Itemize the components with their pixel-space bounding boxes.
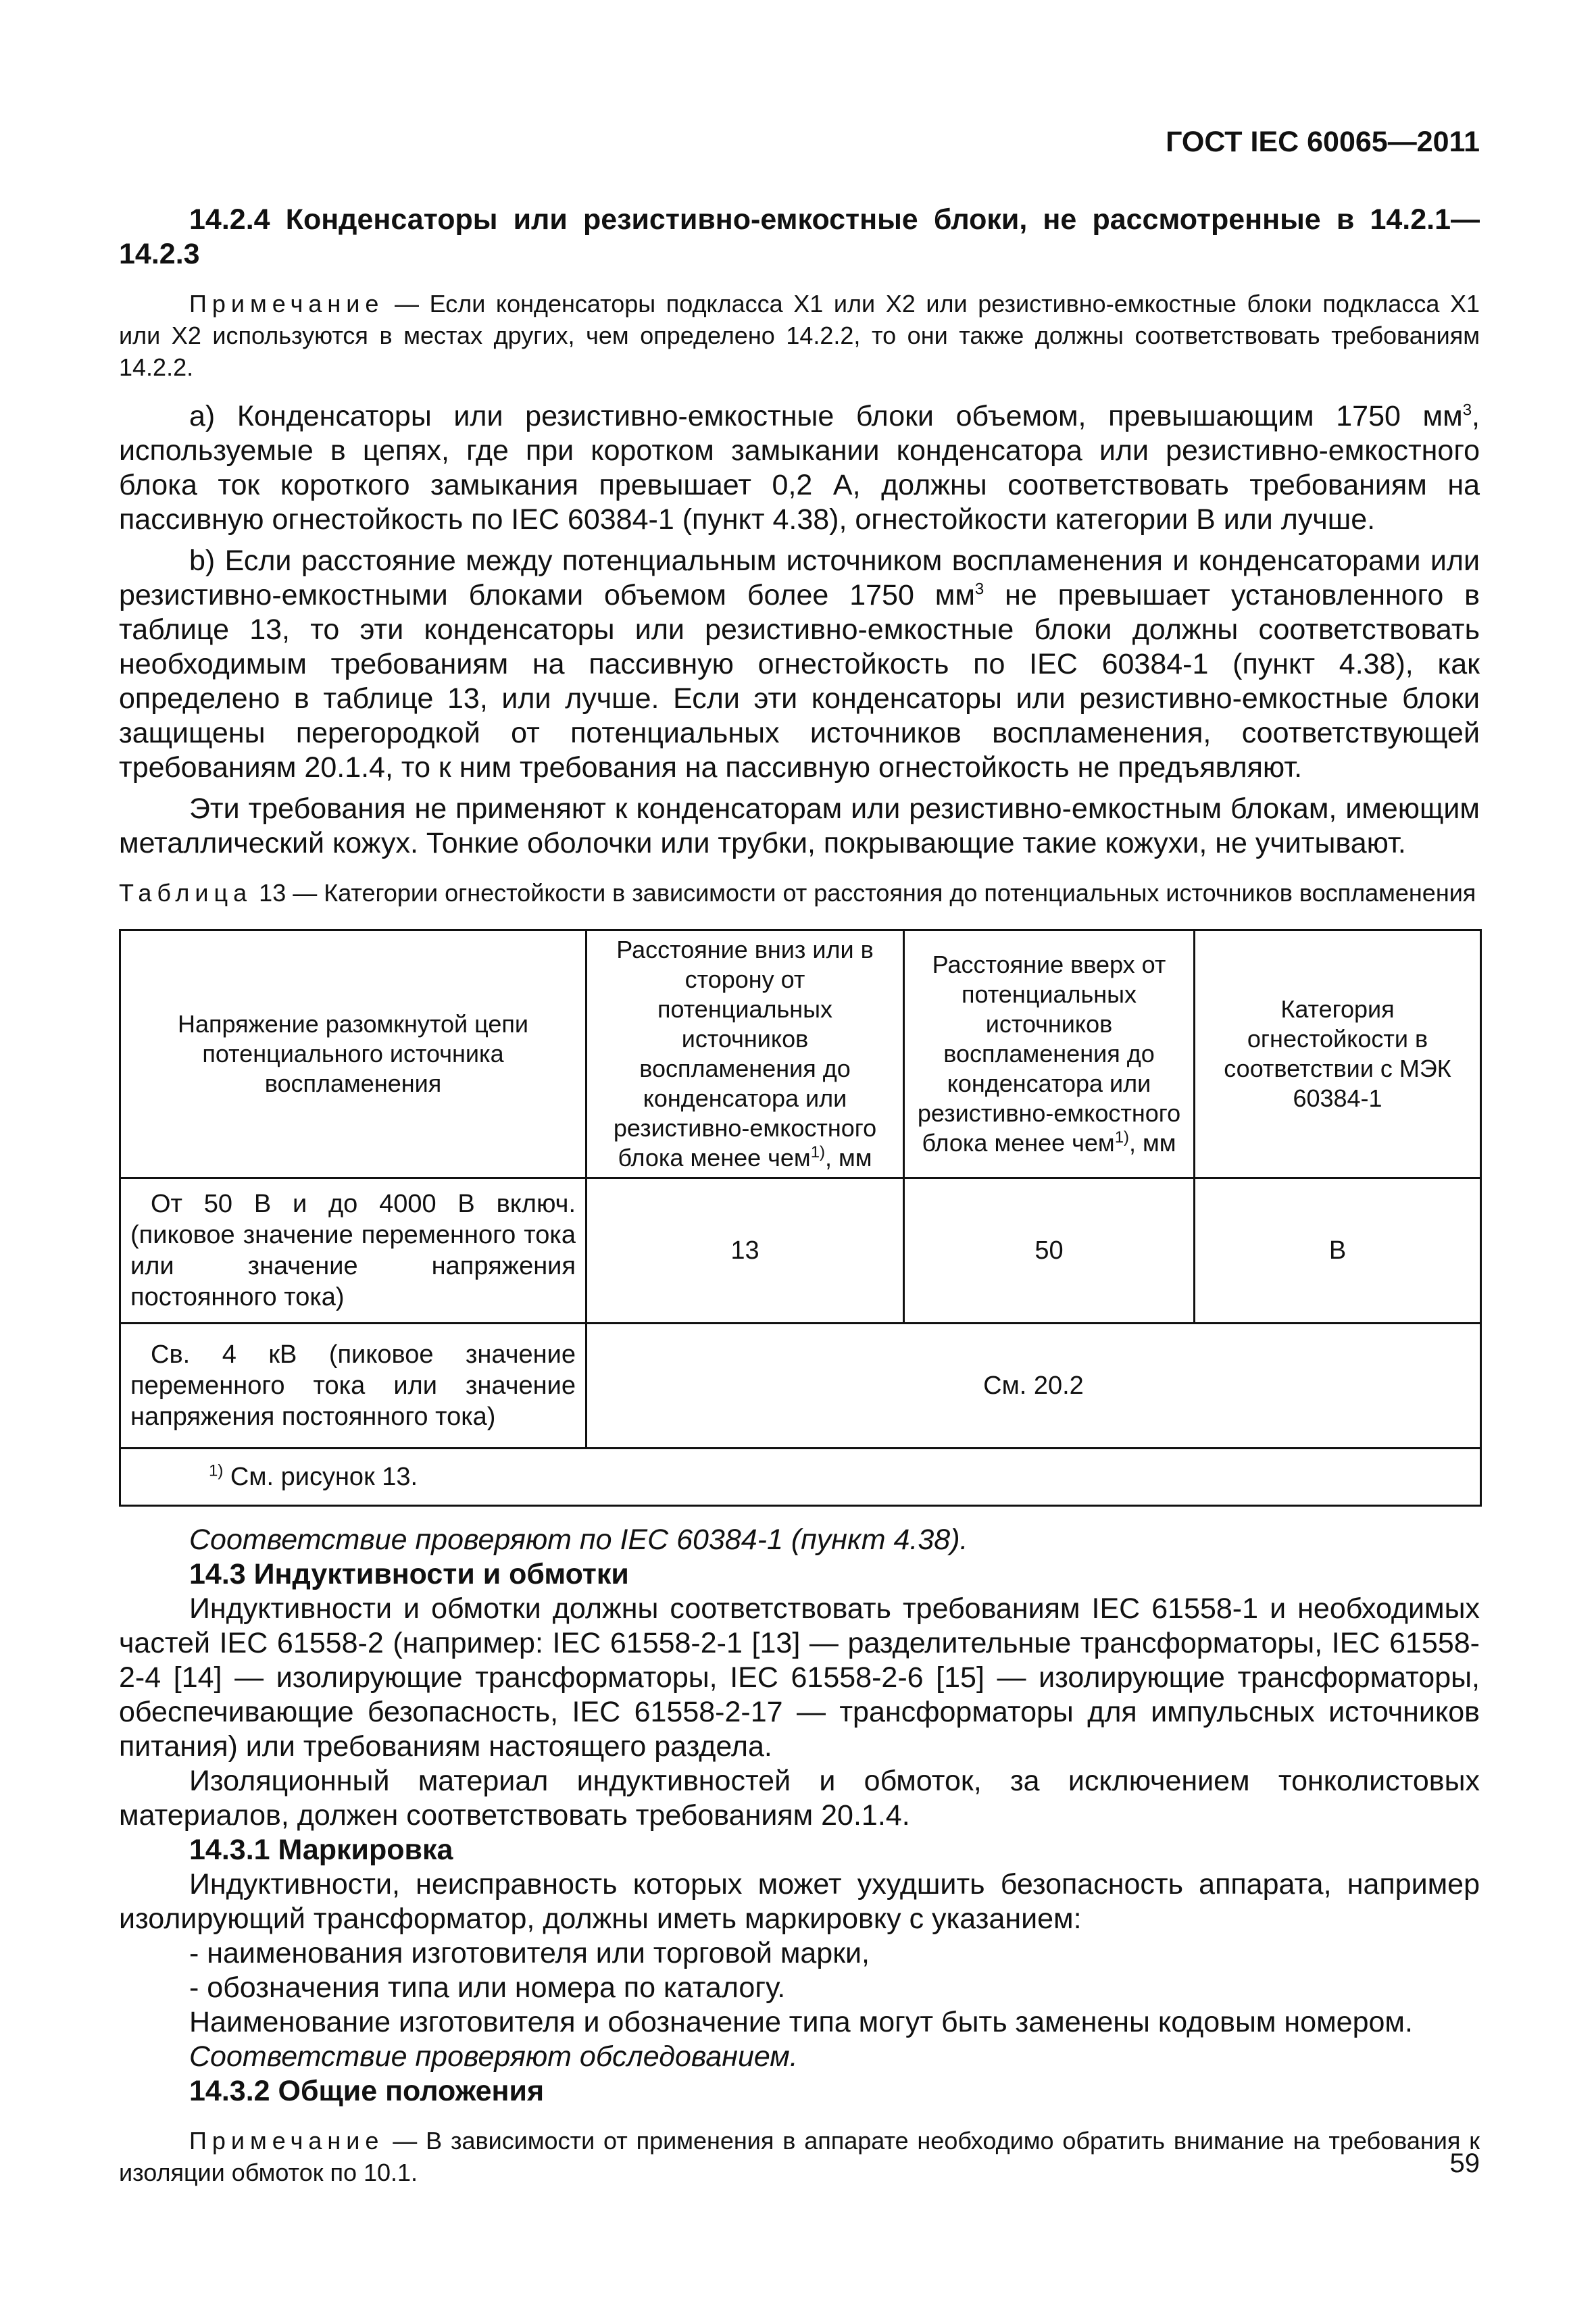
paragraph-a-part1: a) Конденсаторы или резистивно-емкостные блоки объемом, превышающим 1750 мм xyxy=(189,400,1463,432)
footnote-text: См. рисунок 13. xyxy=(223,1463,418,1491)
section-14-3-title: 14.3 Индуктивности и обмотки xyxy=(189,1558,629,1590)
table-footnote-row xyxy=(120,1449,1481,1506)
note-text: — В зависимости от применения в аппарате необходимо обратить внимание на требования к изоляции обмоток по 10.1. xyxy=(119,2127,1480,2186)
paragraph-b-part1: b) Если расстояние между потенциальным источником воспламенения и конденсаторами или резистивно-емкостными блоками объемом более 1750 мм xyxy=(119,545,1480,611)
cell-category: B xyxy=(1195,1178,1481,1324)
header-category: Категория огнестойкости в соответствии с МЭК 60384-1 xyxy=(1195,930,1481,1178)
list-item: - наименования изготовителя или торговой марки, xyxy=(189,1937,870,1969)
compliance-text: Соответствие проверяют обследованием. xyxy=(189,2040,798,2073)
cell-distance-up: 50 xyxy=(904,1178,1195,1324)
section-14-3-paragraph: Индуктивности и обмотки должны соответствовать требованиям IEC 61558-1 и необходимых частей IEC 61558-2 (например: IEC 61558-2-1 [13] — разделительные трансформаторы, IEC 61558-2-4 [14] — изолирующие трансформаторы, IEC 61558-2-6 [15] — изолирующие трансформаторы, обеспечивающие безопасность, IEC 61558-2-17 — трансформаторы для импульсных источников питания) или требованиям настоящего раздела. xyxy=(119,1592,1480,1763)
document-header: ГОСТ IEC 60065—2011 xyxy=(1166,126,1480,158)
cell-merged-reference: См. 20.2 xyxy=(587,1324,1481,1449)
paragraph-a xyxy=(119,399,1480,537)
section-14-2-4-title: 14.2.4 Конденсаторы или резистивно-емкостные блоки, не рассмотренные в 14.2.1—14.2.3 xyxy=(119,203,1480,270)
footnote-ref: 1) xyxy=(810,1143,826,1161)
section-14-3-1-paragraph: Наименование изготовителя и обозначение типа могут быть заменены кодовым номером. xyxy=(189,2006,1413,2038)
paragraph-a-part2: , используемые в цепях, где при коротком замыкании конденсатора или резистивно-емкостного блока ток короткого замыкания превышает 0,2 А, должны соответствовать требованиям на пассивную огнестойкость по IEC 60384-1 (пункт 4.38), огнестойкости категории В или лучше. xyxy=(119,400,1480,536)
cell-voltage: От 50 В и до 4000 В включ. (пиковое значение переменного тока или значение напряжения постоянного тока) xyxy=(120,1178,587,1324)
header-distance-down-unit: , мм xyxy=(825,1144,872,1172)
note-label: Примечание xyxy=(189,2127,384,2155)
caption-label: Таблица xyxy=(119,879,253,907)
paragraph-c: Эти требования не применяют к конденсаторам или резистивно-емкостным блокам, имеющим металлический кожух. Тонкие оболочки или трубки, покрывающие такие кожухи, не учитывают. xyxy=(119,793,1480,859)
table-13 xyxy=(119,929,1482,1507)
section-14-3-2-title: 14.3.2 Общие положения xyxy=(189,2075,545,2107)
note-14-3-2 xyxy=(119,2125,1480,2188)
header-distance-down xyxy=(587,930,904,1178)
document-page xyxy=(119,0,1480,2314)
superscript: 3 xyxy=(1462,401,1472,420)
paragraph-b-part2: не превышает установленного в таблице 13, то эти конденсаторы или резистивно-емкостные блоки должны соответствовать необходимым требованиям на пассивную огнестойкость по IEC 60384-1 (пункт 4.38), как определено в таблице 13, или лучше. Если эти конденсаторы или резистивно-емкостные блоки защищены перегородкой от потенциальных источников воспламенения, соответствующей требованиям 20.1.4, то к ним требования на пассивную огнестойкость не предъявляют. xyxy=(119,579,1480,784)
note-label: Примечание xyxy=(189,290,384,318)
table-header-row xyxy=(120,930,1481,1178)
table-row xyxy=(120,1178,1481,1324)
compliance-text: Соответствие проверяют по IEC 60384-1 (пункт 4.38). xyxy=(189,1524,968,1556)
footnote-mark: 1) xyxy=(209,1461,224,1480)
section-14-3-paragraph: Изоляционный материал индуктивностей и обмоток, за исключением тонколистовых материалов, должен соответствовать требованиям 20.1.4. xyxy=(119,1765,1480,1832)
header-voltage: Напряжение разомкнутой цепи потенциального источника воспламенения xyxy=(120,930,587,1178)
footnote-ref: 1) xyxy=(1114,1128,1130,1147)
header-distance-up-text: Расстояние вверх от потенциальных источников воспламенения до конденсатора или резистивно-емкостного блока менее чем xyxy=(917,951,1181,1157)
header-distance-down-text: Расстояние вниз или в сторону от потенциальных источников воспламенения до конденсатора или резистивно-емкостного блока менее чем xyxy=(613,936,877,1172)
paragraph-b xyxy=(119,544,1480,785)
table-row xyxy=(120,1324,1481,1449)
content-flow xyxy=(119,203,1480,2188)
superscript: 3 xyxy=(974,580,984,599)
cell-distance-down: 13 xyxy=(587,1178,904,1324)
list-item: - обозначения типа или номера по каталогу. xyxy=(189,1971,786,2004)
section-14-3-1-paragraph: Индуктивности, неисправность которых может ухудшить безопасность аппарата, например изолирующий трансформатор, должны иметь маркировку с указанием: xyxy=(119,1868,1480,1935)
table-13-caption xyxy=(119,877,1480,909)
header-distance-up-unit: , мм xyxy=(1129,1129,1176,1157)
note-text: — Если конденсаторы подкласса X1 или X2 или резистивно-емкостные блоки подкласса X1 или X2 используются в местах других, чем определено 14.2.2, то они также должны соответствовать требованиям 14.2.2. xyxy=(119,290,1480,381)
note-14-2-4 xyxy=(119,288,1480,383)
header-distance-up xyxy=(904,930,1195,1178)
table-footnote xyxy=(120,1449,1481,1506)
page-number: 59 xyxy=(1449,2148,1480,2178)
cell-voltage: Св. 4 кВ (пиковое значение переменного тока или значение напряжения постоянного тока) xyxy=(120,1324,587,1449)
caption-text: 13 — Категории огнестойкости в зависимости от расстояния до потенциальных источников воспламенения xyxy=(259,879,1476,907)
section-14-3-1-title: 14.3.1 Маркировка xyxy=(189,1834,453,1866)
